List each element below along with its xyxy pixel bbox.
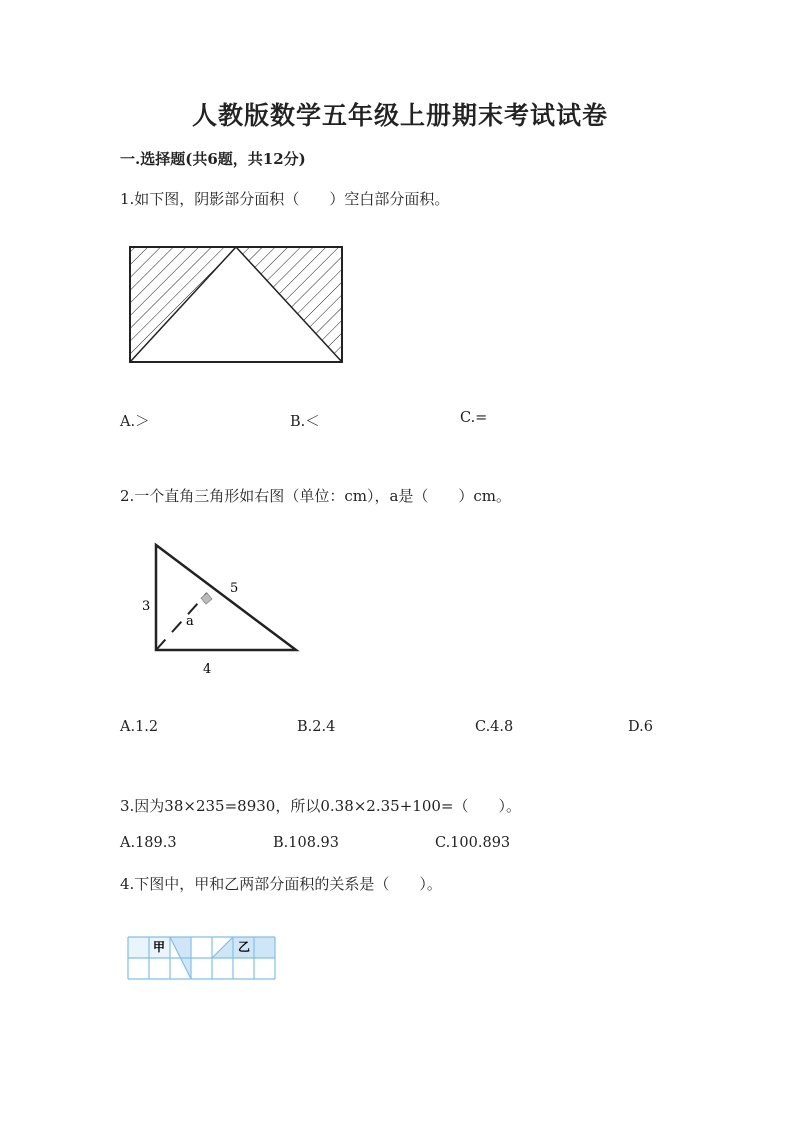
q2-option-c[interactable]: C.4.8: [475, 719, 514, 735]
label-jia: 甲: [153, 940, 166, 954]
page-title: 人教版数学五年级上册期末考试试卷: [191, 101, 608, 130]
q1-option-c[interactable]: C.=: [460, 410, 488, 426]
question-3-text: 3.因为38×235=8930，所以0.38×2.35+100=（ ）。: [120, 797, 521, 815]
q2-option-b[interactable]: B.2.4: [297, 719, 336, 735]
q2-option-d[interactable]: D.6: [628, 719, 653, 735]
q3-option-b[interactable]: B.108.93: [273, 835, 340, 851]
q1-option-a[interactable]: A.＞: [120, 414, 150, 430]
q3-option-a[interactable]: A.189.3: [120, 835, 177, 851]
section-heading: 一.选择题(共6题，共12分): [120, 150, 306, 168]
label-height: a: [186, 614, 194, 629]
question-2-text: 2.一个直角三角形如右图（单位：cm），a是（ ）cm。: [120, 487, 512, 505]
label-side-bottom: 4: [203, 662, 212, 677]
question-4-text: 4.下图中，甲和乙两部分面积的关系是（ ）。: [120, 875, 442, 893]
label-side-hyp: 5: [230, 581, 239, 596]
label-side-left: 3: [142, 599, 151, 614]
q2-option-a[interactable]: A.1.2: [120, 719, 159, 735]
q1-option-b[interactable]: B.＜: [290, 414, 320, 430]
question-1-text: 1.如下图，阴影部分面积（ ）空白部分面积。: [120, 190, 450, 208]
label-yi: 乙: [238, 940, 251, 954]
q3-option-c[interactable]: C.100.893: [435, 835, 511, 851]
